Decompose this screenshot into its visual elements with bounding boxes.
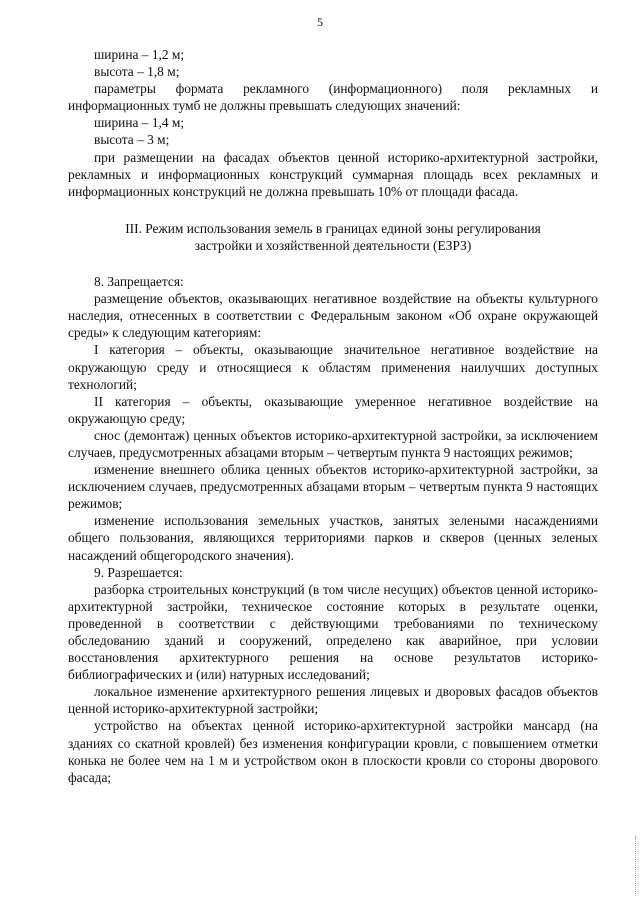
clause-heading-9: 9. Разрешается:: [94, 564, 183, 580]
page-number: 5: [317, 15, 323, 29]
paragraph: снос (демонтаж) ценных объектов историко-архитектурной застройки, за исключением случаев, предусмотренных абзацами вторым – четвертым пункта 9 настоящих режимов;: [68, 427, 598, 460]
clause-heading-8: 8. Запрещается:: [94, 274, 184, 290]
paragraph: I категория – объекты, оказывающие значительное негативное воздействие на окружающую среду и относящиеся к областям применения наилучших доступных технологий;: [68, 342, 598, 392]
section-heading: [68, 220, 598, 254]
paragraph: параметры формата рекламного (информационного) поля рекламных и информационных тумб не должны превышать следующих значений:: [68, 81, 598, 114]
paragraph: ширина – 1,4 м;: [94, 115, 185, 131]
paragraph: высота – 3 м;: [94, 132, 170, 148]
paragraph: размещение объектов, оказывающих негативное воздействие на объекты культурного наследия, отнесенных в соответствии с Федеральным законом «Об охране окружающей среды» к следующим категориям:: [68, 291, 598, 341]
paragraph: изменение использования земельных участков, занятых зелеными насаждениями общего пользования, являющихся территориями парков и скверов (ценных зеленых насаждений общегородского значения).: [68, 513, 598, 563]
paragraph: II категория – объекты, оказывающие умеренное негативное воздействие на окружающую среду;: [68, 393, 598, 426]
paragraph: локальное изменение архитектурного решения лицевых и дворовых фасадов объектов ценной историко-архитектурной застройки;: [68, 684, 598, 717]
paragraph: разборка строительных конструкций (в том числе несущих) объектов ценной историко-архитектурной застройки, техническое состояние которых в результате оценки, проведенной в соответствии с действующими требованиями по техническому обследованию зданий и сооружений, определено как аварийное, при условии восстановления архитектурного решения на основе результатов историко-библиографических и (или) натурных исследований;: [68, 581, 598, 683]
document-body: [68, 46, 598, 786]
paragraph: высота – 1,8 м;: [94, 64, 180, 80]
paragraph: изменение внешнего облика ценных объектов историко-архитектурной застройки, за исключением случаев, предусмотренных абзацами вторым – четвертым пункта 9 настоящих режимов;: [68, 462, 598, 512]
margin-mark: [631, 836, 636, 896]
section-heading-line: застройки и хозяйственной деятельности (ЕЗРЗ): [194, 237, 472, 253]
paragraph: при размещении на фасадах объектов ценной историко-архитектурной застройки, рекламных и информационных конструкций суммарная площадь всех рекламных и информационных конструкций не должна превышать 10% от площади фасада.: [68, 149, 598, 199]
section-heading-line: III. Режим использования земель в границах единой зоны регулирования: [125, 220, 541, 236]
paragraph: устройство на объектах ценной историко-архитектурной застройки мансард (на зданиях со скатной кровлей) без изменения конфигурации кровли, с повышением отметки конька не более чем на 1 м и устройством окон в плоскости кровли со стороны дворового фасада;: [68, 718, 598, 785]
paragraph: ширина – 1,2 м;: [94, 47, 185, 62]
